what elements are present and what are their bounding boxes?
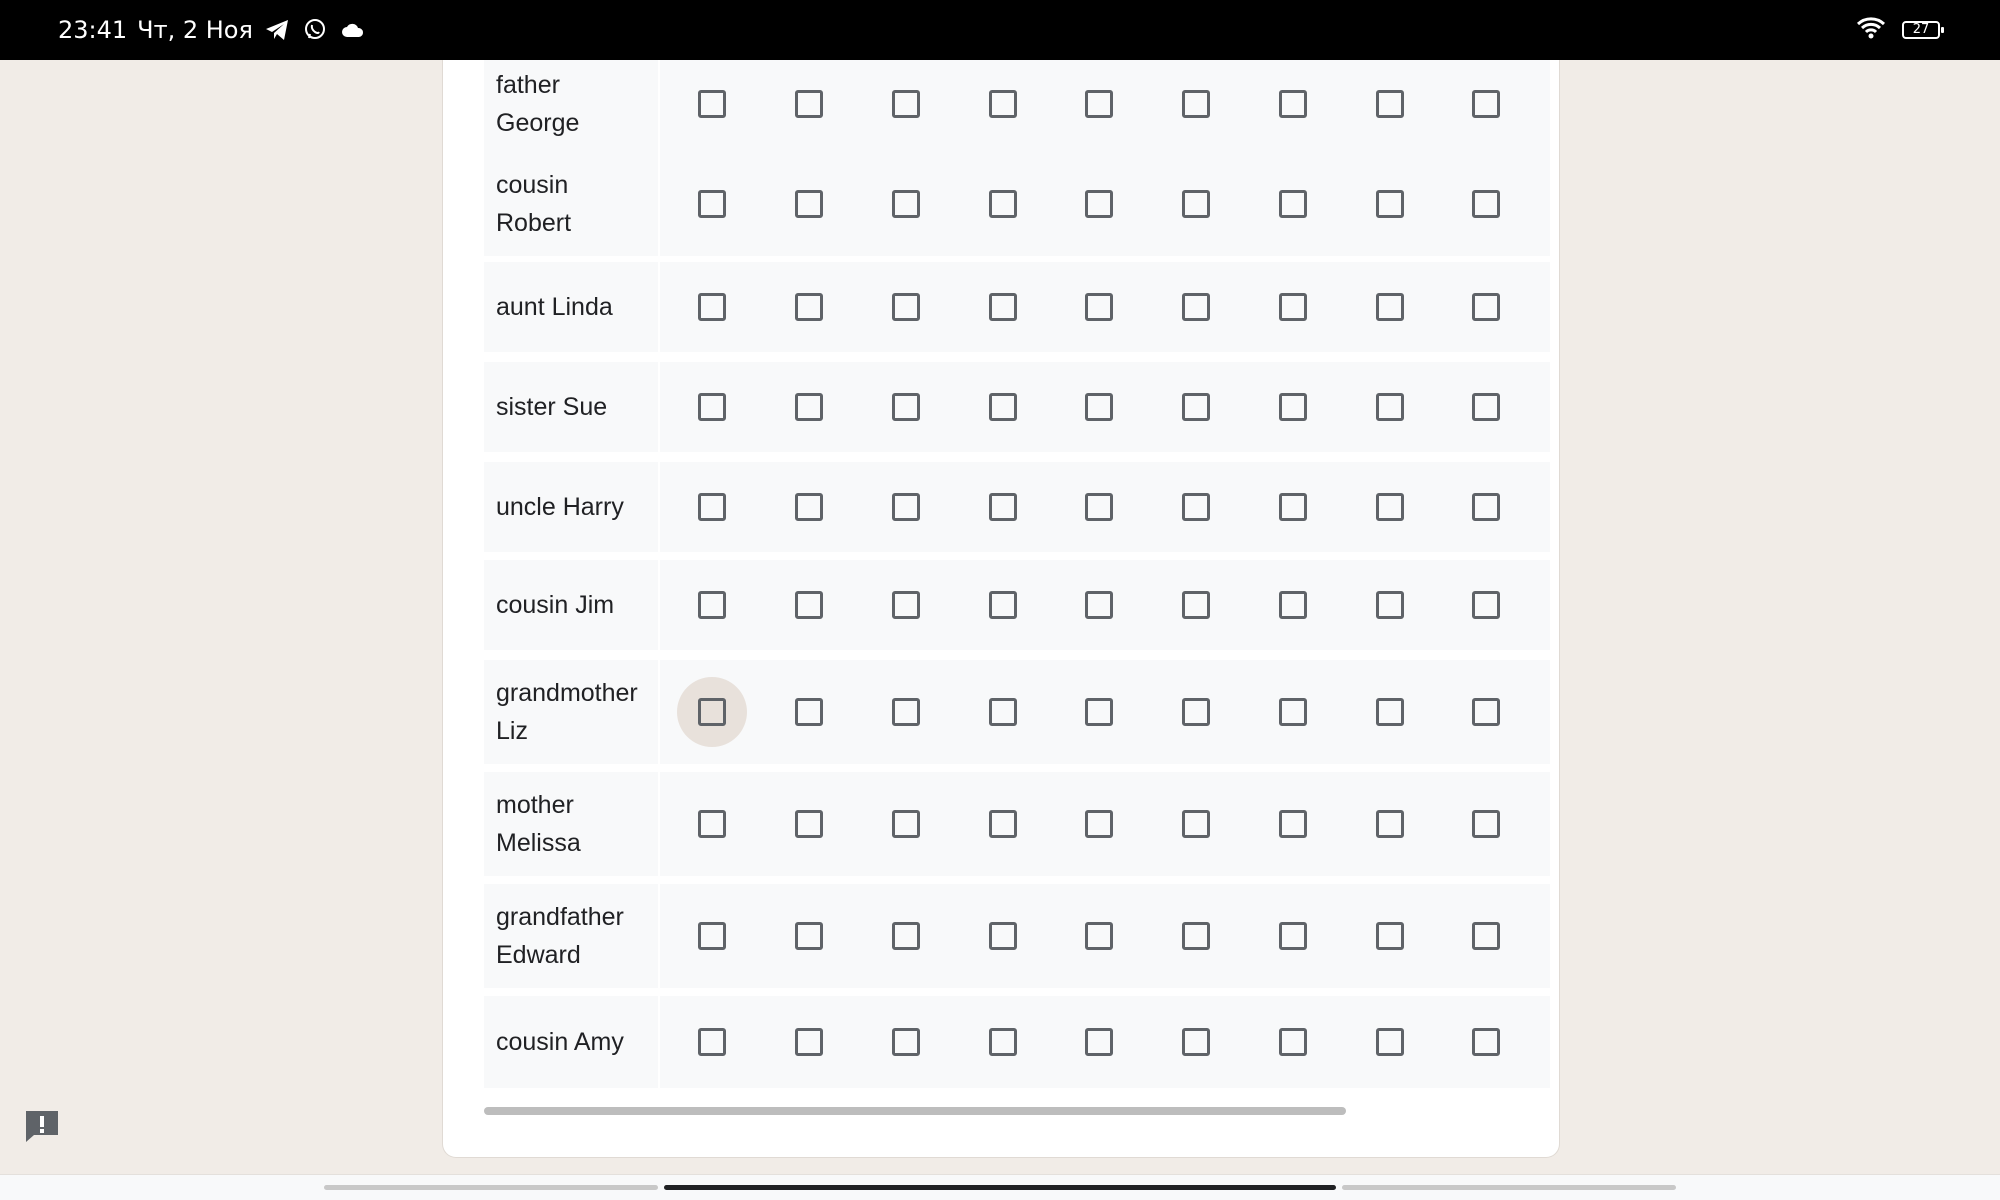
checkbox[interactable] [698,493,726,521]
row-cells [660,996,1550,1088]
checkbox[interactable] [989,591,1017,619]
checkbox[interactable] [795,1028,823,1056]
checkbox-cell[interactable] [1161,570,1231,640]
checkbox-cell[interactable] [1355,69,1425,139]
status-bar [0,0,2000,60]
checkbox-cell[interactable] [1161,901,1231,971]
checkbox-cell[interactable] [1355,677,1425,747]
checkbox[interactable] [1472,922,1500,950]
scrollbar-thumb[interactable] [484,1107,1346,1115]
checkbox-cell[interactable] [1451,169,1521,239]
checkbox-cell[interactable] [1064,789,1134,859]
checkbox[interactable] [892,293,920,321]
checkbox-cell[interactable] [1451,901,1521,971]
checkbox[interactable] [1182,922,1210,950]
checkbox-cell[interactable] [968,169,1038,239]
checkbox[interactable] [698,698,726,726]
status-left [58,0,367,60]
checkbox-cell[interactable] [871,901,941,971]
checkbox-cell[interactable] [774,372,844,442]
checkbox-cell[interactable] [968,789,1038,859]
checkbox-cell[interactable] [1355,1007,1425,1077]
checkbox-cell[interactable] [968,272,1038,342]
checkbox-cell[interactable] [774,901,844,971]
checkbox-cell[interactable] [1064,169,1134,239]
checkbox-cell[interactable] [1161,372,1231,442]
checkbox[interactable] [1279,393,1307,421]
grid-row [484,560,1550,650]
row-cells [660,60,1550,156]
checkbox-cell[interactable] [1064,901,1134,971]
status-time: 23:41 [58,16,128,44]
checkbox[interactable] [1376,1028,1404,1056]
checkbox[interactable] [698,190,726,218]
checkbox-cell[interactable] [968,570,1038,640]
row-label: uncle Harry [484,462,660,552]
checkbox-cell[interactable] [677,570,747,640]
checkbox-cell[interactable] [1064,1007,1134,1077]
checkbox[interactable] [1376,922,1404,950]
checkbox[interactable] [1182,190,1210,218]
checkbox[interactable] [1182,393,1210,421]
grid-row [484,462,1550,552]
checkbox-cell[interactable] [1355,169,1425,239]
checkbox-cell[interactable] [871,570,941,640]
checkbox[interactable] [1279,922,1307,950]
checkbox-cell[interactable] [774,69,844,139]
nav-left-handle[interactable] [324,1185,658,1190]
checkbox[interactable] [892,1028,920,1056]
checkbox-cell[interactable] [1451,272,1521,342]
row-label: cousin Jim [484,560,660,650]
row-cells [660,660,1550,764]
row-cells [660,462,1550,552]
checkbox-cell[interactable] [774,789,844,859]
checkbox[interactable] [698,293,726,321]
checkbox-cell[interactable] [1064,372,1134,442]
checkbox[interactable] [795,393,823,421]
checkbox-cell[interactable] [968,677,1038,747]
checkbox-cell[interactable] [1064,570,1134,640]
checkbox-cell[interactable] [677,677,747,747]
row-label: cousin Robert [484,152,660,256]
horizontal-scrollbar[interactable] [484,1107,1550,1115]
checkbox-cell[interactable] [871,677,941,747]
checkbox[interactable] [795,810,823,838]
battery-icon: 27 [1902,21,1940,39]
grid-row [484,60,1550,156]
checkbox-cell[interactable] [968,1007,1038,1077]
checkbox-cell[interactable] [871,1007,941,1077]
checkbox-cell[interactable] [1161,272,1231,342]
checkbox-cell[interactable] [677,789,747,859]
checkbox-cell[interactable] [1451,1007,1521,1077]
checkbox[interactable] [1472,810,1500,838]
wifi-icon [1856,16,1886,45]
feedback-icon [23,1107,61,1145]
checkbox[interactable] [1376,393,1404,421]
checkbox[interactable] [892,90,920,118]
checkbox-cell[interactable] [677,901,747,971]
checkbox[interactable] [1376,493,1404,521]
form-card [442,60,1560,1158]
checkbox[interactable] [698,810,726,838]
checkbox[interactable] [795,293,823,321]
checkbox[interactable] [1182,90,1210,118]
checkbox[interactable] [892,493,920,521]
checkbox[interactable] [1376,698,1404,726]
checkbox-cell[interactable] [1258,272,1328,342]
checkbox-cell[interactable] [1355,272,1425,342]
checkbox[interactable] [892,810,920,838]
checkbox-cell[interactable] [871,789,941,859]
checkbox-cell[interactable] [774,677,844,747]
telegram-icon [263,16,291,44]
checkbox[interactable] [989,293,1017,321]
checkbox[interactable] [989,1028,1017,1056]
checkbox[interactable] [1472,1028,1500,1056]
checkbox-cell[interactable] [968,472,1038,542]
checkbox[interactable] [795,591,823,619]
checkbox[interactable] [1182,810,1210,838]
checkbox[interactable] [795,493,823,521]
checkbox-cell[interactable] [1064,272,1134,342]
checkbox[interactable] [1472,591,1500,619]
checkbox[interactable] [1279,1028,1307,1056]
checkbox[interactable] [1182,591,1210,619]
checkbox[interactable] [989,922,1017,950]
checkbox[interactable] [698,591,726,619]
checkbox-cell[interactable] [1258,570,1328,640]
checkbox-cell[interactable] [677,272,747,342]
row-label: mother Melissa [484,772,660,876]
checkbox[interactable] [1376,293,1404,321]
checkbox[interactable] [1182,1028,1210,1056]
checkbox-cell[interactable] [774,169,844,239]
checkbox-cell[interactable] [1258,677,1328,747]
checkbox[interactable] [698,922,726,950]
checkbox-cell[interactable] [1355,472,1425,542]
checkbox[interactable] [1085,493,1113,521]
checkbox-grid[interactable] [484,60,1550,1100]
checkbox[interactable] [892,393,920,421]
grid-row [484,362,1550,452]
checkbox-cell[interactable] [1451,69,1521,139]
checkbox-cell[interactable] [968,372,1038,442]
row-cells [660,262,1550,352]
checkbox[interactable] [1279,190,1307,218]
checkbox[interactable] [1472,90,1500,118]
row-label: aunt Linda [484,262,660,352]
checkbox-cell[interactable] [1258,1007,1328,1077]
checkbox[interactable] [1085,190,1113,218]
checkbox[interactable] [892,698,920,726]
checkbox[interactable] [1182,493,1210,521]
checkbox-cell[interactable] [1258,472,1328,542]
checkbox-cell[interactable] [1451,570,1521,640]
checkbox[interactable] [795,90,823,118]
checkbox[interactable] [1279,293,1307,321]
checkbox[interactable] [989,493,1017,521]
checkbox[interactable] [1279,591,1307,619]
checkbox-cell[interactable] [1258,789,1328,859]
checkbox-cell[interactable] [1355,372,1425,442]
checkbox-cell[interactable] [1451,472,1521,542]
checkbox[interactable] [892,190,920,218]
checkbox-cell[interactable] [774,1007,844,1077]
grid-row [484,660,1550,764]
cloud-icon [339,16,367,44]
checkbox-cell[interactable] [1161,69,1231,139]
grid-row [484,772,1550,876]
grid-row [484,996,1550,1088]
checkbox[interactable] [989,190,1017,218]
checkbox[interactable] [795,698,823,726]
row-label: sister Sue [484,362,660,452]
checkbox-cell[interactable] [677,1007,747,1077]
checkbox-cell[interactable] [1355,789,1425,859]
row-label: father George [484,60,660,156]
checkbox[interactable] [1085,591,1113,619]
viber-icon [301,16,329,44]
checkbox[interactable] [1472,493,1500,521]
checkbox[interactable] [1279,493,1307,521]
checkbox[interactable] [1472,293,1500,321]
checkbox[interactable] [892,591,920,619]
row-label: cousin Amy [484,996,660,1088]
report-problem-button[interactable] [22,1106,62,1146]
checkbox-cell[interactable] [1161,677,1231,747]
checkbox-cell[interactable] [1258,169,1328,239]
row-cells [660,884,1550,988]
checkbox[interactable] [698,393,726,421]
checkbox-cell[interactable] [1451,677,1521,747]
checkbox-cell[interactable] [774,472,844,542]
checkbox-cell[interactable] [871,169,941,239]
checkbox-cell[interactable] [871,372,941,442]
checkbox[interactable] [1085,90,1113,118]
row-cells [660,362,1550,452]
checkbox-cell[interactable] [1451,372,1521,442]
checkbox-cell[interactable] [1161,472,1231,542]
checkbox-cell[interactable] [871,69,941,139]
checkbox-cell[interactable] [1064,677,1134,747]
checkbox-cell[interactable] [1258,901,1328,971]
checkbox[interactable] [795,922,823,950]
checkbox[interactable] [795,190,823,218]
checkbox-cell[interactable] [1258,69,1328,139]
checkbox-cell[interactable] [677,472,747,542]
checkbox-cell[interactable] [1064,472,1134,542]
checkbox[interactable] [989,698,1017,726]
checkbox-cell[interactable] [968,901,1038,971]
checkbox[interactable] [1085,922,1113,950]
grid-row [484,884,1550,988]
checkbox[interactable] [1085,698,1113,726]
checkbox[interactable] [1279,810,1307,838]
checkbox-cell[interactable] [968,69,1038,139]
checkbox[interactable] [989,810,1017,838]
checkbox-cell[interactable] [1161,169,1231,239]
checkbox-cell[interactable] [1258,372,1328,442]
grid-row [484,262,1550,352]
checkbox[interactable] [1182,293,1210,321]
checkbox-cell[interactable] [1161,1007,1231,1077]
checkbox[interactable] [1085,293,1113,321]
checkbox-cell[interactable] [677,169,747,239]
checkbox-cell[interactable] [774,272,844,342]
home-gesture-bar[interactable] [664,1185,1336,1190]
checkbox-cell[interactable] [871,472,941,542]
checkbox-cell[interactable] [1355,570,1425,640]
checkbox[interactable] [698,90,726,118]
grid-row [484,152,1550,256]
checkbox-cell[interactable] [1064,69,1134,139]
checkbox-cell[interactable] [677,69,747,139]
row-cells [660,772,1550,876]
row-cells [660,152,1550,256]
row-cells [660,560,1550,650]
checkbox[interactable] [1376,90,1404,118]
checkbox-cell[interactable] [774,570,844,640]
row-label: grandmother Liz [484,660,660,764]
nav-right-handle[interactable] [1342,1185,1676,1190]
checkbox[interactable] [1085,810,1113,838]
checkbox[interactable] [1279,698,1307,726]
checkbox-cell[interactable] [871,272,941,342]
checkbox-cell[interactable] [677,372,747,442]
checkbox-cell[interactable] [1355,901,1425,971]
checkbox[interactable] [1376,190,1404,218]
checkbox[interactable] [1472,190,1500,218]
status-date: Чт, 2 Ноя [137,16,253,44]
checkbox[interactable] [1279,90,1307,118]
checkbox-cell[interactable] [1161,789,1231,859]
status-right [1856,0,1940,60]
checkbox[interactable] [989,393,1017,421]
checkbox[interactable] [1472,698,1500,726]
checkbox[interactable] [698,1028,726,1056]
checkbox[interactable] [1376,810,1404,838]
checkbox[interactable] [892,922,920,950]
bottom-navigation [0,1174,2000,1200]
checkbox[interactable] [1182,698,1210,726]
checkbox[interactable] [1472,393,1500,421]
checkbox[interactable] [1376,591,1404,619]
row-label: grandfather Edward [484,884,660,988]
checkbox[interactable] [1085,393,1113,421]
checkbox[interactable] [1085,1028,1113,1056]
checkbox-cell[interactable] [1451,789,1521,859]
checkbox[interactable] [989,90,1017,118]
